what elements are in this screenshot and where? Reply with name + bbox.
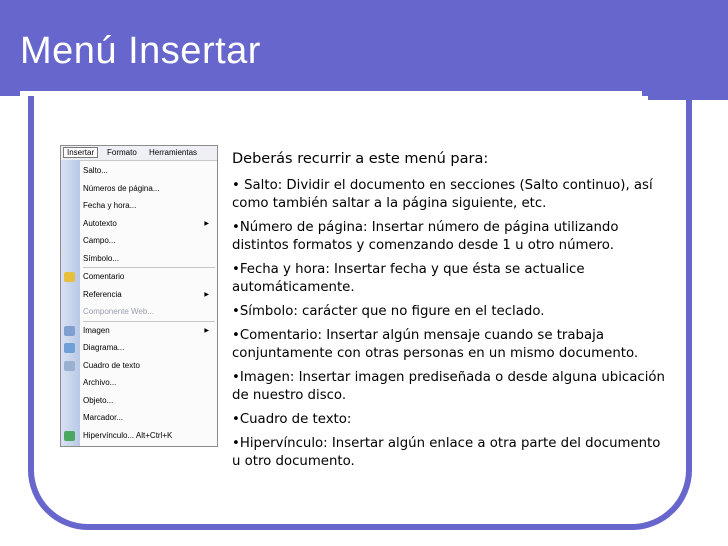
menu-item[interactable] [83, 359, 213, 373]
menu-item-icon [64, 431, 75, 441]
menu-item[interactable] [83, 376, 213, 390]
menu-item[interactable] [83, 429, 213, 443]
bullet-paragraph: •Hipervínculo: Insertar algún enlace a otra parte del documento u otro documento. [232, 436, 661, 469]
menu-item-label: Números de página... [83, 183, 160, 193]
menu-icon-gutter [61, 160, 80, 446]
title-bar [0, 0, 728, 96]
slide-content [232, 150, 672, 477]
menu-item[interactable] [83, 341, 213, 355]
bullet-paragraph: •Comentario: Insertar algún mensaje cuando se trabaja conjuntamente con otras personas en un mismo documento. [232, 328, 639, 361]
menu-item-label: Componente Web... [83, 307, 155, 316]
menu-item-label: Hipervínculo... Alt+Ctrl+K [83, 430, 173, 440]
menu-item[interactable] [83, 234, 213, 248]
submenu-arrow-icon: ▶ [204, 291, 209, 298]
insert-menu-screenshot [60, 145, 218, 447]
slide-title: Menú Insertar [20, 30, 261, 72]
menu-item-label: Marcador... [83, 413, 124, 422]
bullet-paragraph: •Símbolo: carácter que no figure en el teclado. [232, 304, 545, 319]
menu-separator [83, 321, 215, 322]
menubar-insertar[interactable]: Insertar [63, 147, 98, 158]
menu-item-label: Símbolo... [83, 253, 120, 263]
submenu-arrow-icon: ▶ [204, 220, 209, 227]
menu-item[interactable] [83, 411, 213, 425]
menu-item[interactable] [83, 199, 213, 213]
menu-item-label: Campo... [83, 236, 116, 245]
menu-item-label: Cuadro de texto [83, 360, 140, 370]
menu-item-label: Comentario [83, 272, 125, 281]
menu-item-label: Fecha y hora... [83, 201, 137, 210]
bullet-paragraph: •Número de página: Insertar número de página utilizando distintos formatos y comenzando desde 1 u otro número. [232, 220, 619, 253]
menu-item-label: Imagen [83, 325, 110, 335]
menu-separator [83, 267, 215, 268]
menu-item-icon [64, 361, 75, 371]
menu-item-icon [64, 343, 75, 353]
bullet-paragraph: •Imagen: Insertar imagen prediseñada o desde alguna ubicación de nuestro disco. [232, 370, 665, 403]
menu-item[interactable] [83, 394, 213, 408]
menu-item-icon [64, 272, 75, 282]
bullet-paragraph: • Salto: Dividir el documento en secciones (Salto continuo), así como también saltar a la página siguiente, etc. [232, 178, 653, 211]
menu-item-label: Salto... [83, 166, 108, 175]
menu-item-label: Archivo... [83, 378, 117, 387]
bullet-paragraph: •Cuadro de texto: [232, 412, 352, 427]
title-underline [20, 91, 642, 96]
menu-item[interactable] [83, 217, 213, 231]
menubar-herramientas[interactable]: Herramientas [149, 148, 198, 157]
menu-item-icon [64, 326, 75, 336]
menu-item[interactable] [83, 164, 213, 178]
intro-text: Deberás recurrir a este menú para: [232, 151, 489, 167]
menu-item-label: Autotexto [83, 218, 117, 228]
submenu-arrow-icon: ▶ [204, 327, 209, 334]
menu-item[interactable] [83, 288, 213, 302]
bullet-paragraph: •Fecha y hora: Insertar fecha y que ésta se actualice automáticamente. [232, 262, 585, 295]
menubar [61, 146, 217, 161]
bullet-list [232, 177, 672, 471]
menu-item [83, 305, 213, 319]
menu-item[interactable] [83, 182, 213, 196]
menubar-formato[interactable]: Formato [107, 148, 137, 157]
menu-item-label: Referencia [83, 289, 122, 299]
menu-item-label: Diagrama... [83, 343, 125, 352]
menu-item[interactable] [83, 324, 213, 338]
menu-item[interactable] [83, 252, 213, 266]
menu-item-label: Objeto... [83, 395, 114, 405]
menu-item[interactable] [83, 270, 213, 284]
